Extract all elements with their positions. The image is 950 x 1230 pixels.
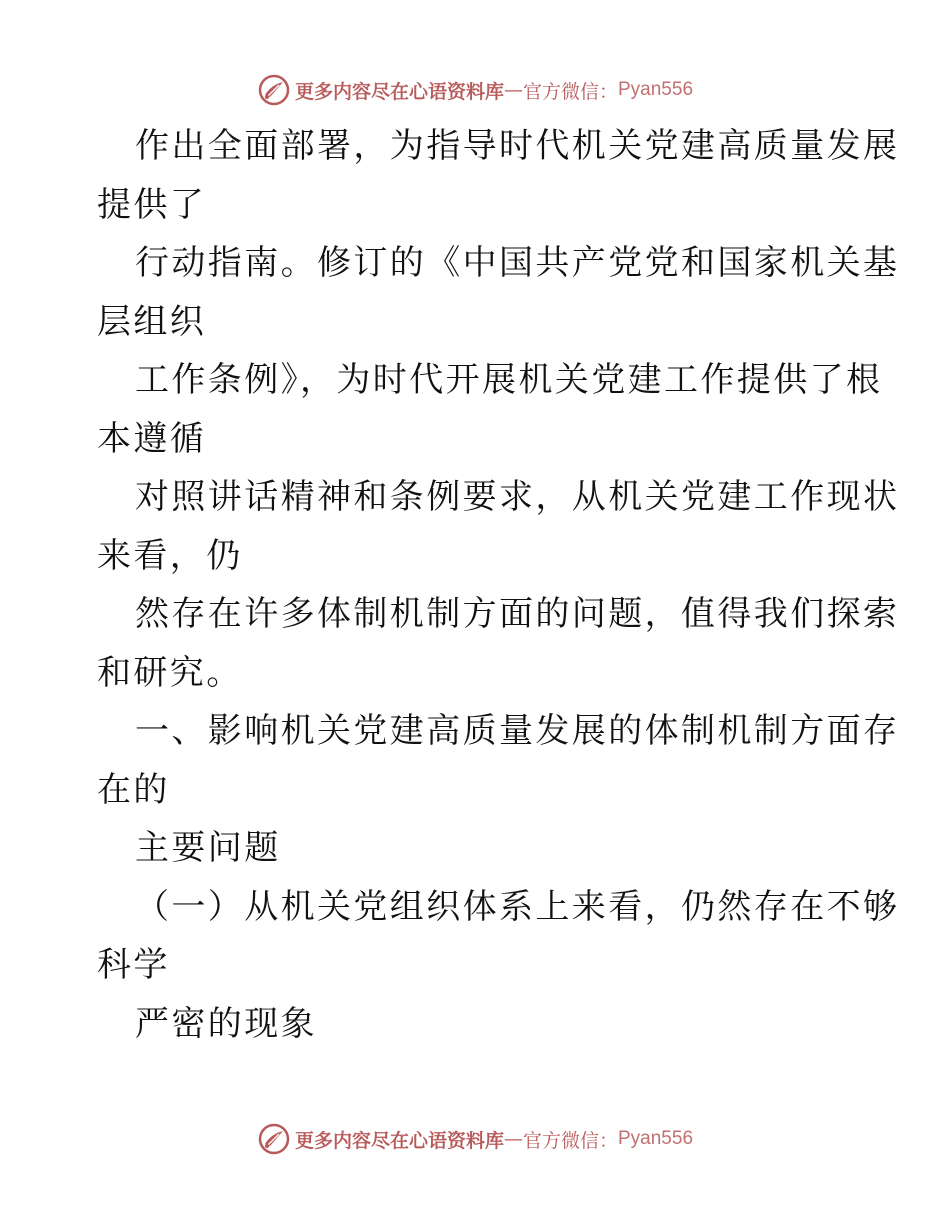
paragraph-line: 行动指南。修订的《中国共产党党和国家机关基: [135, 243, 900, 283]
banner-brand-text: 更多内容尽在心语资料库: [294, 80, 504, 103]
paragraph-line: 来看，仍: [97, 535, 243, 576]
section-heading-line: 一、影响机关党建高质量发展的体制机制方面存: [135, 711, 900, 751]
paragraph-line: 作出全面部署，为指导时代机关党建高质量发展: [135, 126, 900, 166]
subsection-heading-line: （一）从机关党组织体系上来看，仍然存在不够: [135, 886, 900, 927]
subsection-heading-line: 严密的现象: [135, 1003, 317, 1044]
book-quill-logo-icon: [257, 73, 291, 107]
banner-dash: —: [503, 79, 523, 101]
section-heading-line: 在的: [97, 769, 170, 810]
paragraph-line: 提供了: [97, 184, 207, 225]
banner-wechat-prefix: 官方微信：: [522, 1129, 618, 1152]
paragraph-line: 和研究。: [97, 652, 243, 693]
paragraph-line: 本遵循: [97, 418, 207, 459]
paragraph-line: 对照讲话精神和条例要求，从机关党建工作现状: [135, 477, 900, 517]
banner-brand-text: 更多内容尽在心语资料库: [294, 1129, 504, 1152]
subsection-heading-line: 科学: [97, 945, 170, 985]
footer-banner: [0, 1119, 950, 1159]
section-heading-line: 主要问题: [135, 828, 281, 868]
banner-dash: —: [503, 1128, 523, 1150]
paragraph-line: 然存在许多体制机制方面的问题，值得我们探索: [135, 594, 900, 634]
banner-wechat-id: Pyan556: [618, 79, 694, 100]
document-body: [97, 117, 900, 1053]
header-banner: [0, 70, 950, 110]
banner-wechat-prefix: 官方微信：: [522, 80, 618, 103]
paragraph-line: 工作条例》，为时代开展机关党建工作提供了根: [135, 360, 883, 400]
banner-wechat-id: Pyan556: [618, 1128, 694, 1149]
paragraph-line: 层组织: [97, 301, 207, 342]
book-quill-logo-icon: [257, 1122, 291, 1156]
